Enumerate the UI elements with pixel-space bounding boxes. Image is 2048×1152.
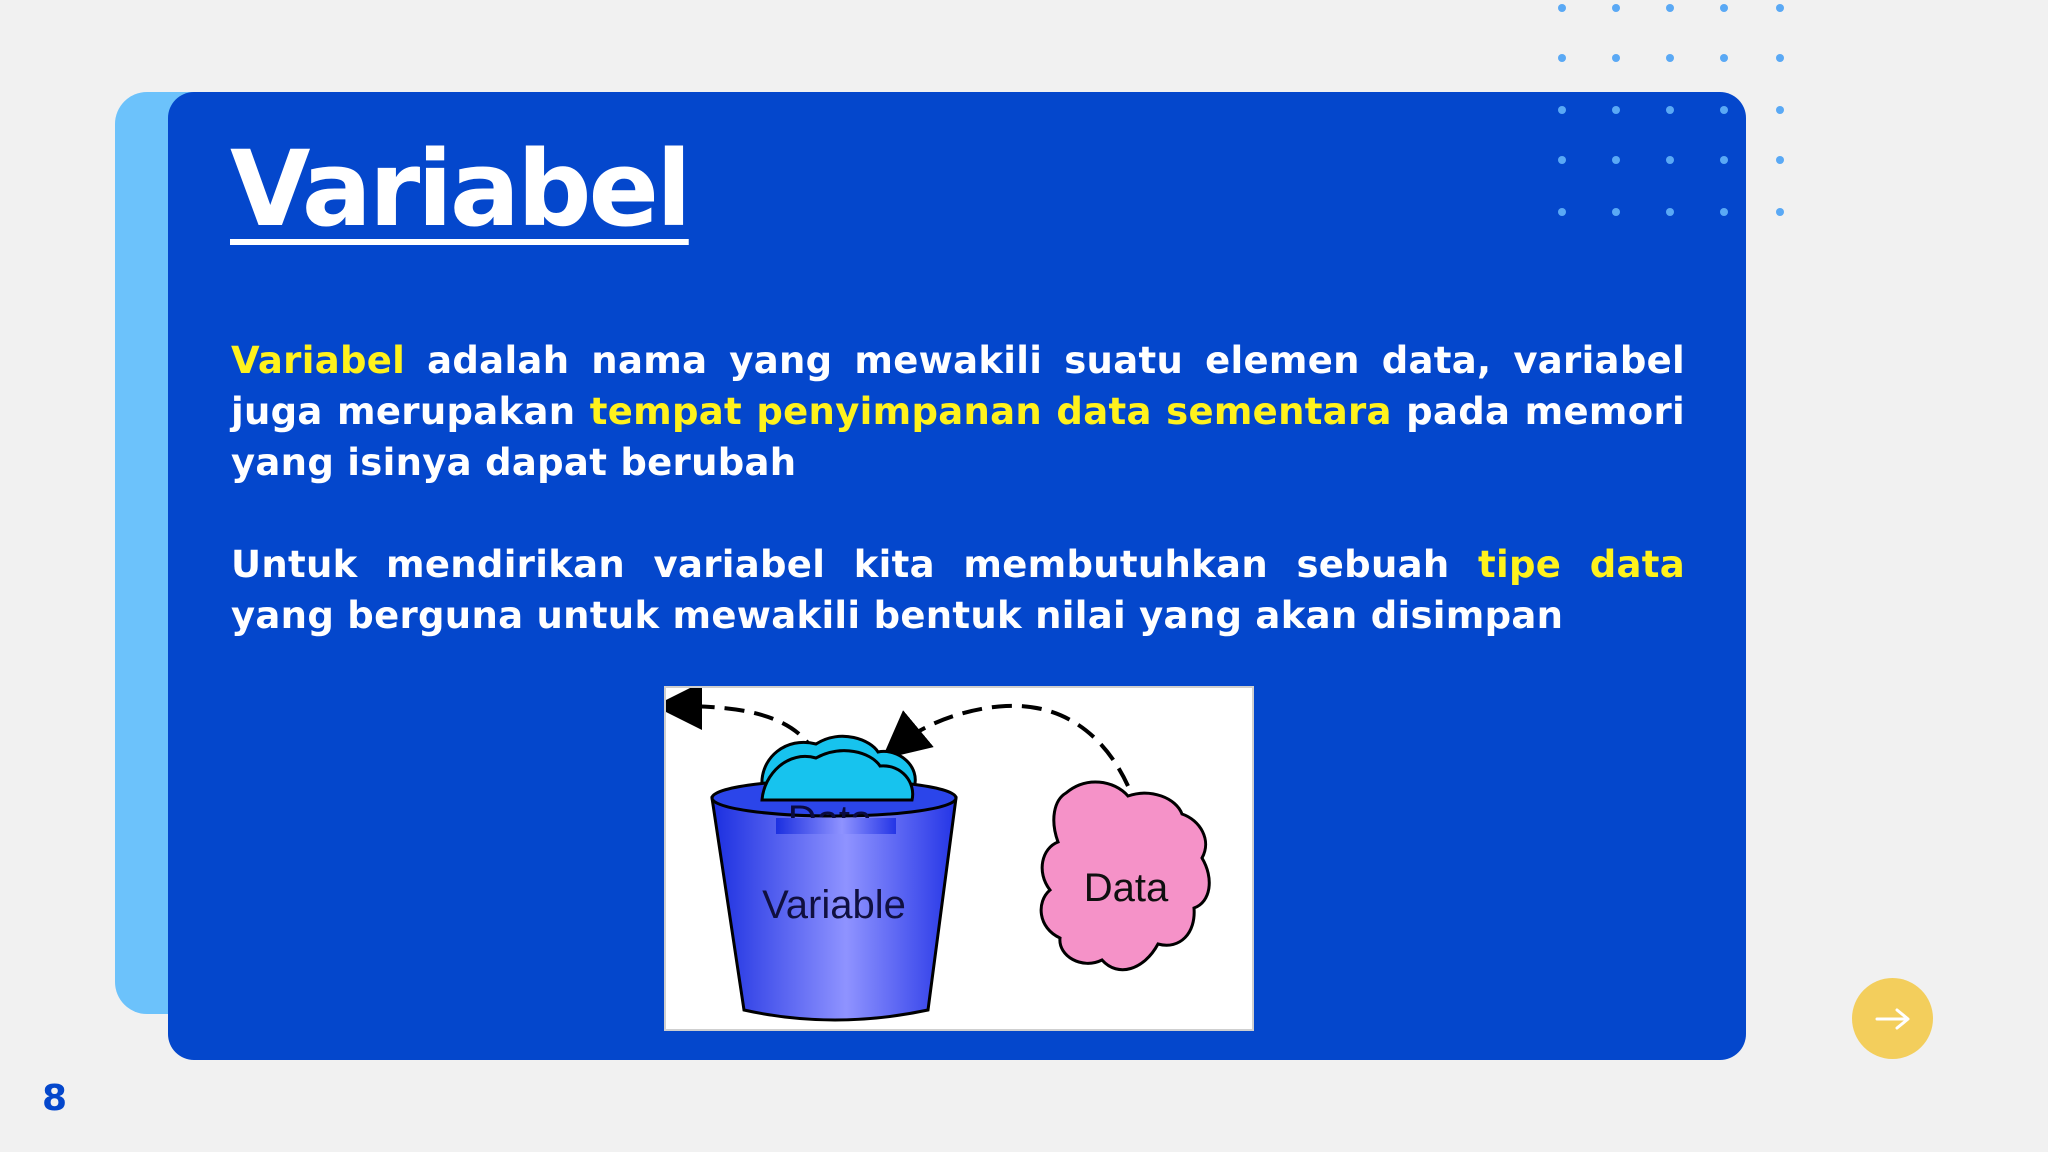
variable-diagram [666, 688, 1252, 1029]
next-slide-button[interactable] [1852, 978, 1933, 1059]
slide-title: Variabel [230, 128, 689, 250]
paragraph-text: Untuk mendirikan variabel kita membutuhkan sebuah [231, 543, 1479, 586]
bucket-label: Variable [762, 883, 906, 927]
paragraph-text: pada memori yang isinya dapat berubah [231, 390, 1686, 484]
highlight-term: Variabel [231, 339, 406, 382]
paragraph-text: yang berguna untuk mewakili bentuk nilai yang akan disimpan [231, 594, 1564, 637]
paragraph-data-type [231, 539, 1685, 641]
arrow-right-icon [1875, 1008, 1911, 1030]
variable-illustration [664, 686, 1254, 1031]
data-blob-label: Data [1083, 866, 1169, 910]
paragraph-definition [231, 335, 1685, 488]
paragraph-text: adalah nama yang mewakili suatu elemen data, variabel juga merupakan [231, 339, 1685, 433]
highlight-term: tipe data [1478, 543, 1685, 586]
slide-body [231, 335, 1685, 692]
page-number: 8 [42, 1078, 68, 1119]
highlight-term: tempat penyimpanan data sementara [589, 390, 1392, 433]
decorative-dot-grid [1552, 0, 1802, 225]
